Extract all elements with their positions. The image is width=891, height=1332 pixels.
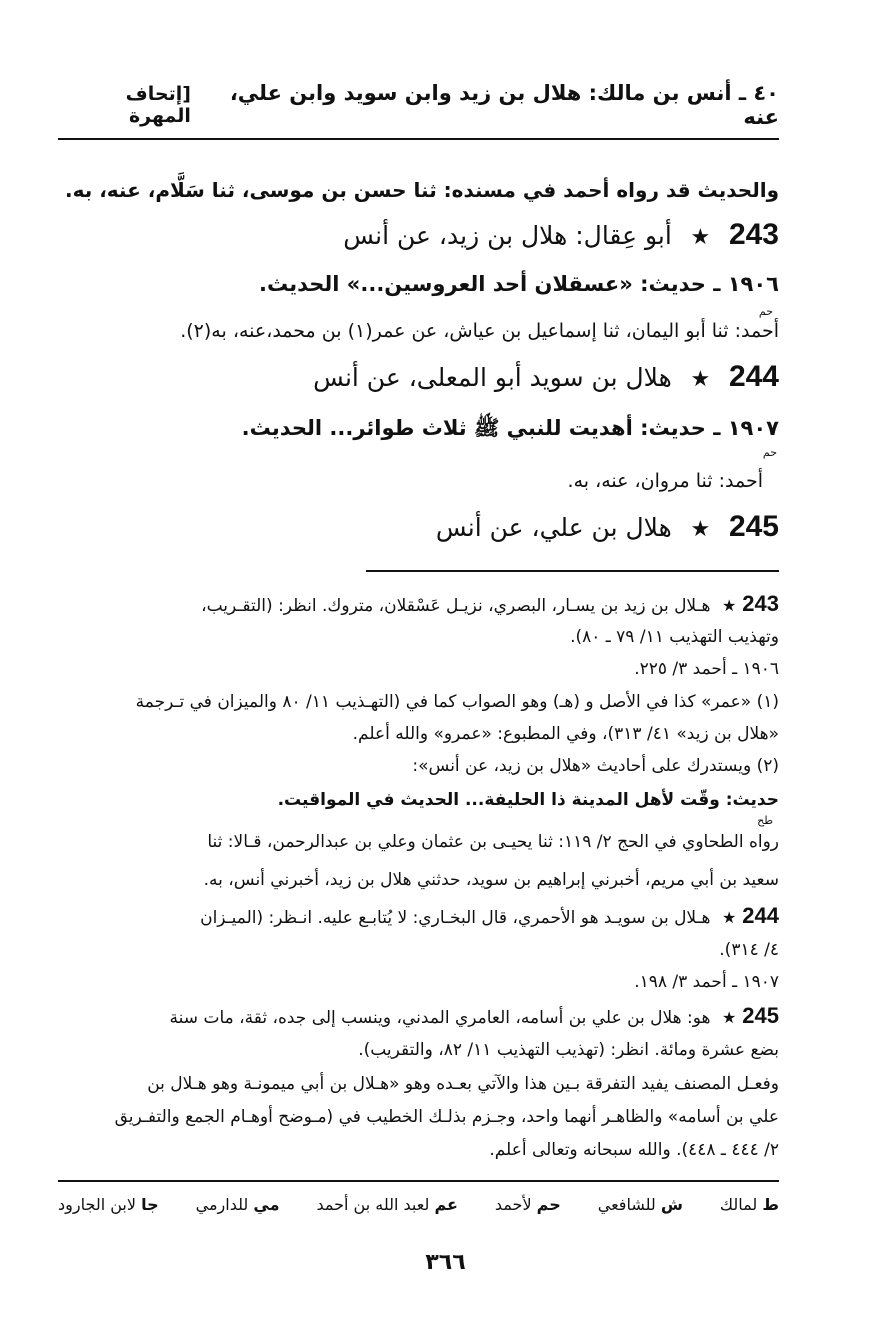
entry-name: هلال بن علي، عن أنس bbox=[435, 513, 672, 542]
footnote-line: وفعـل المصنف يفيد التفرقة بـين هذا والآتي بعـده وهو «هـلال بن أبي ميمونـة وهو هـلال بن bbox=[147, 1074, 779, 1094]
footnote-separator bbox=[366, 570, 779, 572]
star-icon: ★ bbox=[721, 1008, 737, 1027]
footnote-line: (٢) ويستدرك على أحاديث «هلال بن زيد، عن أنس»: bbox=[412, 756, 779, 776]
abbr-item: حم لأحمد bbox=[494, 1195, 561, 1214]
star-icon: ★ bbox=[690, 225, 711, 250]
isnad-1906: أحمد: ثنا أبو اليمان، ثنا إسماعيل بن عياش، عن عمر(١) بن محمد،عنه، به(٢). bbox=[180, 320, 779, 342]
page-number: ٣٦٦ bbox=[425, 1250, 466, 1275]
footnote-line: حديث: وقّت لأهل المدينة ذا الحليفة... الحديث في المواقيت. bbox=[277, 790, 779, 810]
isnad-1907: أحمد: ثنا مروان، عنه، به. bbox=[567, 470, 763, 492]
header-book-title: [إتحاف المهرة bbox=[125, 83, 191, 127]
source-symbol: طح bbox=[757, 814, 773, 827]
abbr-item: ش للشافعي bbox=[597, 1195, 683, 1214]
entry-number: 244 bbox=[728, 360, 779, 393]
footnote-245: 245★ هو: هلال بن علي بن أسامه، العامري المدني، وينسب إلى جده، ثقة، مات سنة bbox=[169, 1003, 779, 1028]
footnote-text: هـلال بن زيد بن يسـار، البصري، نزيـل عَسْقلان، متروك. انظر: (التقـريب، bbox=[201, 596, 711, 616]
abbreviations-key bbox=[58, 1195, 779, 1214]
footnote-line: سعيد بن أبي مريم، أخبرني إبراهيم بن سويد، حدثني هلال بن زيد، أخبرني أنس، به. bbox=[203, 870, 779, 890]
footnote-line: وتهذيب التهذيب ١١/ ٧٩ ـ ٨٠). bbox=[570, 627, 779, 647]
entry-number: 245 bbox=[728, 510, 779, 543]
footnote-line: ١٩٠٧ ـ أحمد ٣/ ١٩٨. bbox=[634, 972, 779, 992]
star-icon: ★ bbox=[721, 596, 737, 615]
abbreviations-rule bbox=[58, 1180, 779, 1182]
footnote-244: 244★ هـلال بن سويـد هو الأحمري، قال البخـاري: لا يُتابـع عليه. انـظر: (الميـزان bbox=[200, 903, 779, 928]
abbr-item: مي للدارمي bbox=[195, 1195, 280, 1214]
footnote-line: ٢/ ٤٤٤ ـ ٤٤٨). والله سبحانه وتعالى أعلم. bbox=[489, 1140, 779, 1160]
hadith-1906: ١٩٠٦ ـ حديث: «عسقلان أحد العروسين...» الحديث. bbox=[259, 272, 779, 296]
footnote-line: ١٩٠٦ ـ أحمد ٣/ ٢٢٥. bbox=[634, 659, 779, 679]
star-icon: ★ bbox=[690, 517, 711, 542]
footnote-text: هو: هلال بن علي بن أسامه، العامري المدني، وينسب إلى جده، ثقة، مات سنة bbox=[169, 1008, 711, 1028]
footnote-line: ٤/ ٣١٤). bbox=[719, 940, 779, 960]
intro-line: والحديث قد رواه أحمد في مسنده: ثنا حسن بن موسى، ثنا سَلَّام، عنه، به. bbox=[65, 178, 779, 202]
footnote-line: «هلال بن زيد» ٤١/ ٣١٣)، وفي المطبوع: «عمرو» والله أعلم. bbox=[352, 724, 779, 744]
abbr-item: ط لمالك bbox=[719, 1195, 779, 1214]
abbr-item: عم لعبد الله بن أحمد bbox=[316, 1195, 458, 1214]
header-title: ٤٠ ـ أنس بن مالك: هلال بن زيد وابن سويد وابن علي، عنه bbox=[229, 81, 779, 129]
star-icon: ★ bbox=[721, 908, 737, 927]
entry-244 bbox=[313, 360, 779, 394]
star-icon: ★ bbox=[690, 367, 711, 392]
source-symbol: حم bbox=[758, 305, 773, 318]
footnote-line: رواه الطحاوي في الحج ٢/ ١١٩: ثنا يحيـى بن عثمان وعلي بن عبدالرحمن، قـالا: ثنا bbox=[207, 832, 779, 852]
hadith-1907: ١٩٠٧ ـ حديث: أهديت للنبي ﷺ ثلاث طوائر... الحديث. bbox=[241, 416, 779, 440]
header-rule bbox=[58, 138, 779, 140]
footnote-line: علي بن أسامه» والظاهـر أنهما واحد، وجـزم بذلـك الخطيب في (مـوضح أوهـام الجمع والتفـريق bbox=[114, 1107, 779, 1127]
abbr-item: جا لابن الجارود bbox=[58, 1195, 159, 1214]
entry-name: أبو عِقال: هلال بن زيد، عن أنس bbox=[343, 221, 672, 250]
running-header bbox=[58, 81, 779, 129]
entry-number: 243 bbox=[728, 218, 779, 251]
footnote-line: بضع عشرة ومائة. انظر: (تهذيب التهذيب ١١/ ٨٢، والتقريب). bbox=[358, 1040, 779, 1060]
entry-245 bbox=[436, 510, 779, 544]
footnote-243: 243★ هـلال بن زيد بن يسـار، البصري، نزيـل عَسْقلان، متروك. انظر: (التقـريب، bbox=[201, 591, 779, 616]
entry-243 bbox=[343, 218, 779, 252]
footnote-line: (١) «عمر» كذا في الأصل و (هـ) وهو الصواب كما في (التهـذيب ١١/ ٨٠ والميزان في تـرجمة bbox=[135, 692, 779, 712]
source-symbol: حم bbox=[762, 446, 777, 459]
footnote-text: هـلال بن سويـد هو الأحمري، قال البخـاري: لا يُتابـع عليه. انـظر: (الميـزان bbox=[200, 908, 711, 928]
entry-name: هلال بن سويد أبو المعلى، عن أنس bbox=[313, 363, 672, 392]
